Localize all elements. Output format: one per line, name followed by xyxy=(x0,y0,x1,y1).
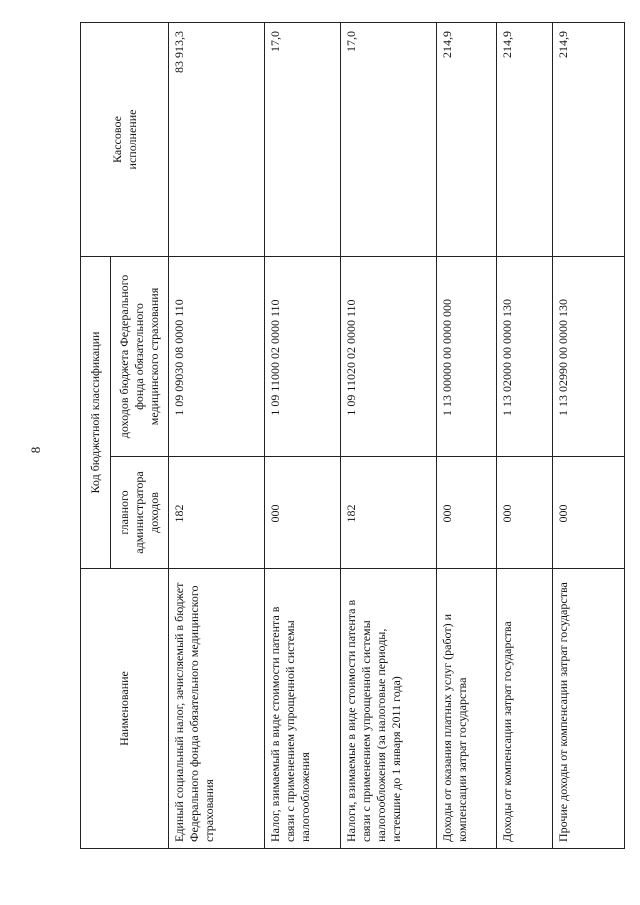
table-row xyxy=(553,23,625,849)
table-row xyxy=(341,23,437,849)
row-cash-execution: 214,9 xyxy=(553,23,625,257)
row-budget-code: 1 13 02000 00 0000 130 xyxy=(497,257,553,457)
row-budget-code: 1 09 11000 02 0000 110 xyxy=(265,257,341,457)
page-number: 8 xyxy=(28,446,43,454)
table-row xyxy=(437,23,497,849)
row-admin-code: 182 xyxy=(169,457,265,569)
table-row xyxy=(497,23,553,849)
header-income-code: доходов бюджета Федерального фонда обязательного медицинского страхования xyxy=(111,257,169,457)
row-budget-code: 1 09 09030 08 0000 110 xyxy=(169,257,265,457)
row-admin-code: 000 xyxy=(437,457,497,569)
header-cash-execution: Кассовое исполнение xyxy=(81,23,169,257)
row-name: Единый социальный налог, зачисляемый в бюджет Федерального фонда обязательного медицинского страхования xyxy=(169,569,265,849)
row-cash-execution: 214,9 xyxy=(437,23,497,257)
table-row xyxy=(169,23,265,849)
header-admin: главного администратора доходов xyxy=(111,457,169,569)
row-budget-code: 1 13 02990 00 0000 130 xyxy=(553,257,625,457)
table-header xyxy=(81,23,169,849)
row-name: Налоги, взимаемые в виде стоимости патента в связи с применением упрощенной системы налогообложения (за налоговые периоды, истекшие до 1 января 2011 года) xyxy=(341,569,437,849)
row-admin-code: 000 xyxy=(553,457,625,569)
header-name: Наименование xyxy=(81,569,169,849)
row-cash-execution: 214,9 xyxy=(497,23,553,257)
budget-income-table xyxy=(80,22,625,849)
row-admin-code: 182 xyxy=(341,457,437,569)
row-name: Доходы от компенсации затрат государства xyxy=(497,569,553,849)
row-name: Прочие доходы от компенсации затрат государства xyxy=(553,569,625,849)
row-budget-code: 1 09 11020 02 0000 110 xyxy=(341,257,437,457)
row-name: Доходы от оказания платных услуг (работ) и компенсации затрат государства xyxy=(437,569,497,849)
row-admin-code: 000 xyxy=(497,457,553,569)
row-cash-execution: 17,0 xyxy=(265,23,341,257)
row-admin-code: 000 xyxy=(265,457,341,569)
row-cash-execution: 83 913,3 xyxy=(169,23,265,257)
table-row xyxy=(265,23,341,849)
row-budget-code: 1 13 00000 00 0000 000 xyxy=(437,257,497,457)
row-cash-execution: 17,0 xyxy=(341,23,437,257)
header-classification: Код бюджетной классификации xyxy=(81,257,111,569)
row-name: Налог, взимаемый в виде стоимости патента в связи с применением упрощенной системы налогообложения xyxy=(265,569,341,849)
